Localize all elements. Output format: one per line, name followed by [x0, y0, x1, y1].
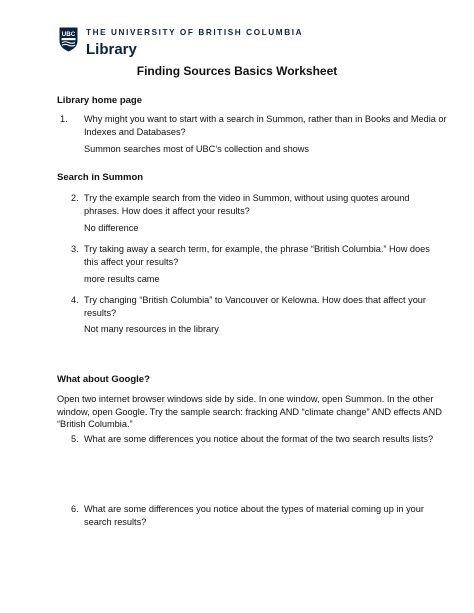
question-6-line-1: What are some differences you notice about the types of material coming up in your	[84, 504, 424, 514]
question-2-line-1: Try the example search from the video in Summon, without using quotes around	[84, 193, 410, 203]
answer-3: more results came	[84, 274, 160, 284]
google-intro-line-2: window, open Google. Try the sample search: fracking AND “climate change” AND effects AND	[57, 406, 442, 417]
question-number-3: 3.	[71, 244, 79, 254]
google-intro-line-3: “British Columbia.”	[57, 419, 133, 429]
question-1-line-2: Indexes and Databases?	[84, 126, 186, 137]
heading-search-summon: Search in Summon	[57, 172, 144, 183]
answer-1: Summon searches most of UBC’s collection and shows	[84, 144, 310, 154]
ubc-shield-logo-icon	[59, 27, 78, 52]
question-3-line-1: Try taking away a search term, for example, the phrase “British Columbia.” How does	[84, 244, 430, 254]
question-6-line-2: search results?	[84, 516, 147, 527]
answer-4: Not many resources in the library	[84, 324, 219, 334]
heading-library-home: Library home page	[57, 95, 142, 106]
page-title: Finding Sources Basics Worksheet	[136, 64, 338, 78]
question-4-line-1: Try changing “British Columbia” to Vancouver or Kelowna. How does that affect your	[84, 295, 426, 305]
question-4-line-2: results?	[84, 307, 117, 318]
question-3-line-2: this affect your results?	[84, 256, 179, 267]
question-number-5: 5.	[71, 434, 79, 444]
question-2-line-2: phrases. How does it affect your results?	[84, 205, 250, 216]
question-1-line-1: Why might you want to start with a search in Summon, rather than in Books and Media or	[84, 114, 447, 124]
question-number-4: 4.	[71, 295, 79, 305]
logo-text: UBC	[61, 31, 76, 38]
answer-2: No difference	[84, 223, 139, 233]
google-intro-line-1: Open two internet browser windows side by side. In one window, open Summon. In the other	[57, 394, 434, 404]
question-number-2: 2.	[71, 193, 79, 203]
library-wordmark: Library	[86, 41, 137, 58]
question-number-6: 6.	[71, 504, 79, 514]
university-name: THE UNIVERSITY OF BRITISH COLUMBIA	[86, 28, 304, 37]
question-5-line-1: What are some differences you notice about the format of the two search results lists?	[84, 434, 434, 444]
question-number-1: 1.	[60, 114, 68, 124]
heading-google: What about Google?	[57, 374, 150, 385]
